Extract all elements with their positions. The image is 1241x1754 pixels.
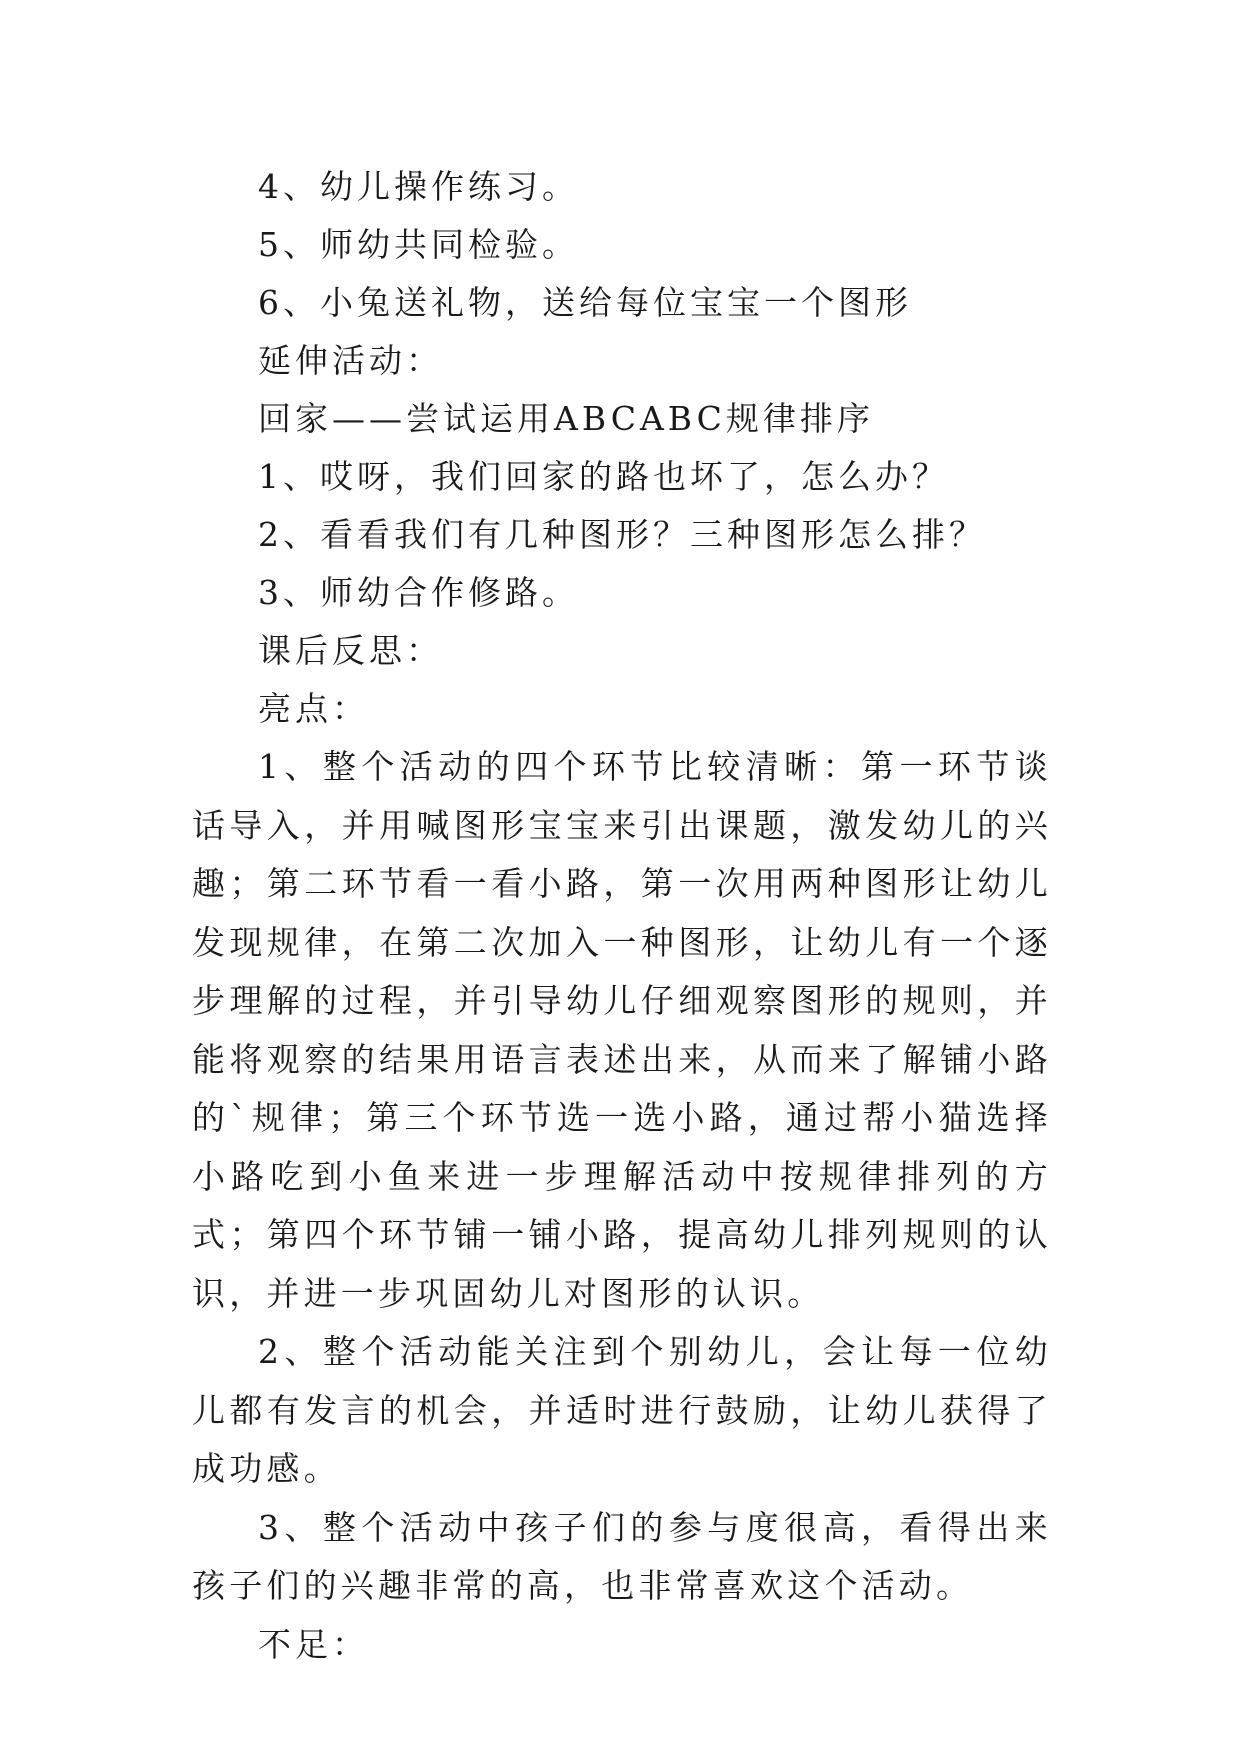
extension-activity-heading: 延伸活动： bbox=[258, 341, 443, 380]
document-body bbox=[192, 158, 1052, 1674]
extension-step-1-line: 1、哎呀，我们回家的路也坏了，怎么办？ bbox=[258, 457, 949, 496]
highlights-heading: 亮点： bbox=[258, 689, 369, 728]
extension-step-2-line: 2、看看我们有几种图形？三种图形怎么排？ bbox=[258, 515, 986, 554]
highlight-paragraph-3: 3、整个活动中孩子们的参与度很高，看得出来孩子们的兴趣非常的高，也非常喜欢这个活动。 bbox=[192, 1507, 1052, 1605]
highlight-paragraph-2: 2、整个活动能关注到个别幼儿，会让每一位幼儿都有发言的机会，并适时进行鼓励，让幼儿获得了成功感。 bbox=[192, 1332, 1052, 1488]
shortcomings-heading: 不足： bbox=[258, 1624, 369, 1664]
highlight-paragraph-1: 1、整个活动的四个环节比较清晰：第一环节谈话导入，并用喊图形宝宝来引出课题，激发幼儿的兴趣；第二环节看一看小路，第一次用两种图形让幼儿发现规律，在第二次加入一种图形，让幼儿有一个逐步理解的过程，并引导幼儿仔细观察图形的规则，并能将观察的结果用语言表述出来，从而来了解铺小路的`规律；第三个环节选一选小路，通过帮小猫选择小路吃到小鱼来进一步理解活动中按规律排列的方式；第四个环节铺一铺小路，提高幼儿排列规则的认识，并进一步巩固幼儿对图形的认识。 bbox=[192, 747, 1052, 1313]
step-6-line: 6、小兔送礼物，送给每位宝宝一个图形 bbox=[258, 283, 912, 322]
step-4-line: 4、幼儿操作练习。 bbox=[258, 167, 579, 206]
step-5-line: 5、师幼共同检验。 bbox=[258, 225, 579, 264]
extension-step-3-line: 3、师幼合作修路。 bbox=[258, 573, 579, 612]
reflection-heading: 课后反思： bbox=[258, 631, 443, 670]
extension-activity-title: 回家——尝试运用ABCABC规律排序 bbox=[258, 399, 874, 438]
